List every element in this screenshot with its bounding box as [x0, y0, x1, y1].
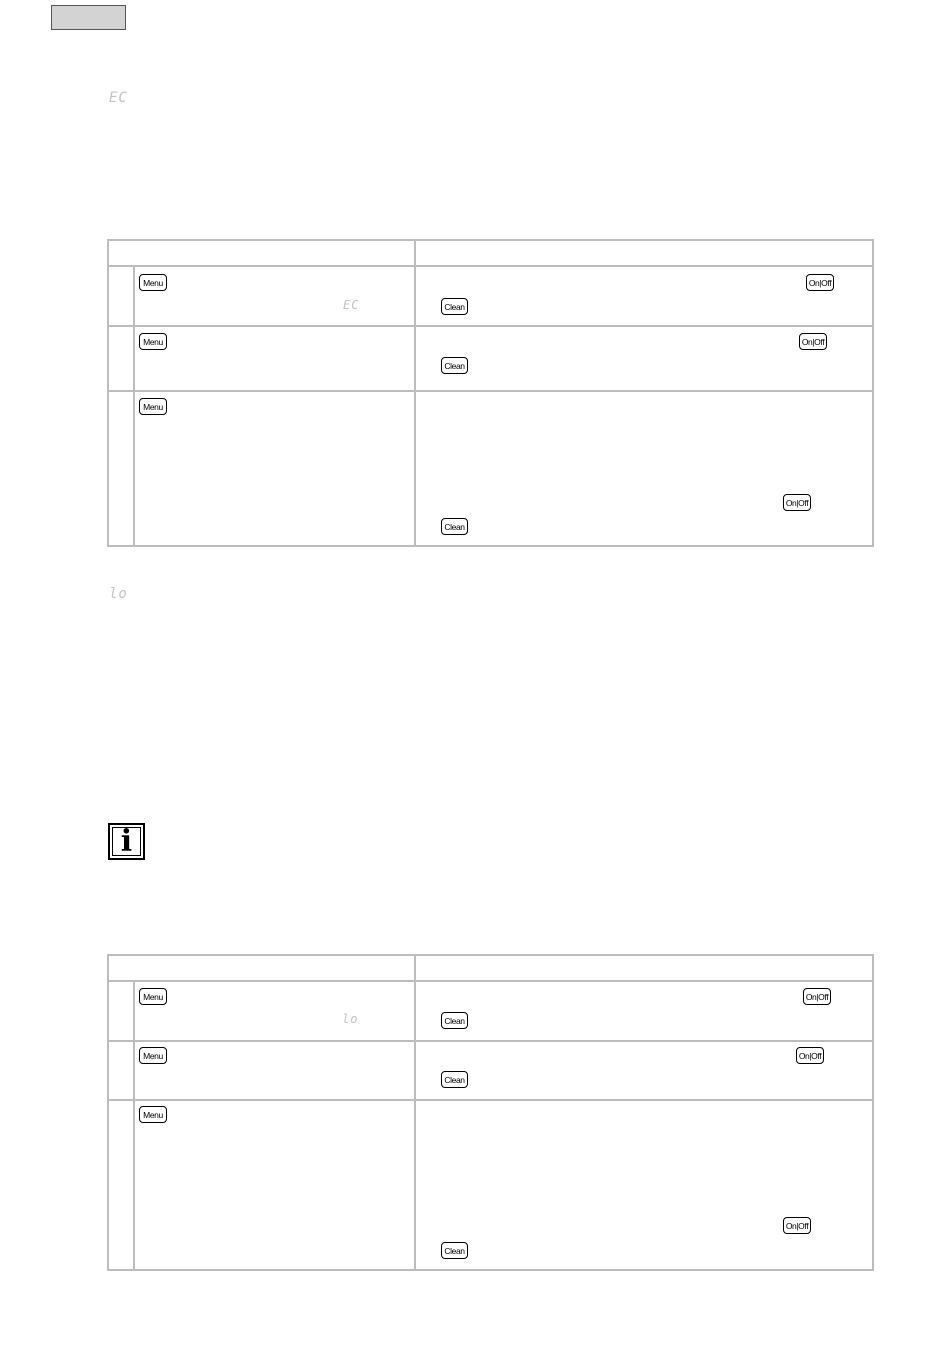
menu-key: Menu	[139, 1106, 167, 1123]
on-off-key: On|Off	[796, 1047, 824, 1064]
table-step-column-divider	[133, 265, 135, 547]
table-column-divider	[414, 239, 416, 547]
menu-key: Menu	[139, 398, 167, 415]
clean-key: Clean	[441, 1071, 468, 1088]
segment-display-lo: lo	[342, 1012, 359, 1026]
language-tab	[51, 5, 126, 30]
on-off-key: On|Off	[783, 1217, 811, 1234]
menu-key: Menu	[139, 274, 167, 291]
table-row-divider	[107, 325, 874, 327]
clean-key: Clean	[441, 298, 468, 315]
segment-display-ec: EC	[343, 298, 360, 312]
table-row-divider	[107, 1099, 874, 1101]
segment-display-ec: EC	[109, 90, 128, 106]
menu-key: Menu	[139, 333, 167, 350]
clean-key: Clean	[441, 1242, 468, 1259]
on-off-key: On|Off	[806, 274, 834, 291]
menu-key: Menu	[139, 1047, 167, 1064]
table-ec-settings	[107, 239, 874, 547]
on-off-key: On|Off	[783, 494, 811, 511]
table-row-divider	[107, 1040, 874, 1042]
on-off-key: On|Off	[799, 333, 827, 350]
table-row-divider	[107, 390, 874, 392]
menu-key: Menu	[139, 988, 167, 1005]
table-header-divider	[107, 265, 874, 267]
clean-key: Clean	[441, 1012, 468, 1029]
clean-key: Clean	[441, 357, 468, 374]
table-lo-settings	[107, 954, 874, 1271]
table-step-column-divider	[133, 980, 135, 1271]
table-column-divider	[414, 954, 416, 1271]
on-off-key: On|Off	[803, 988, 831, 1005]
segment-display-lo: lo	[109, 586, 128, 602]
info-icon: i	[108, 823, 145, 860]
table-header-divider	[107, 980, 874, 982]
clean-key: Clean	[441, 518, 468, 535]
